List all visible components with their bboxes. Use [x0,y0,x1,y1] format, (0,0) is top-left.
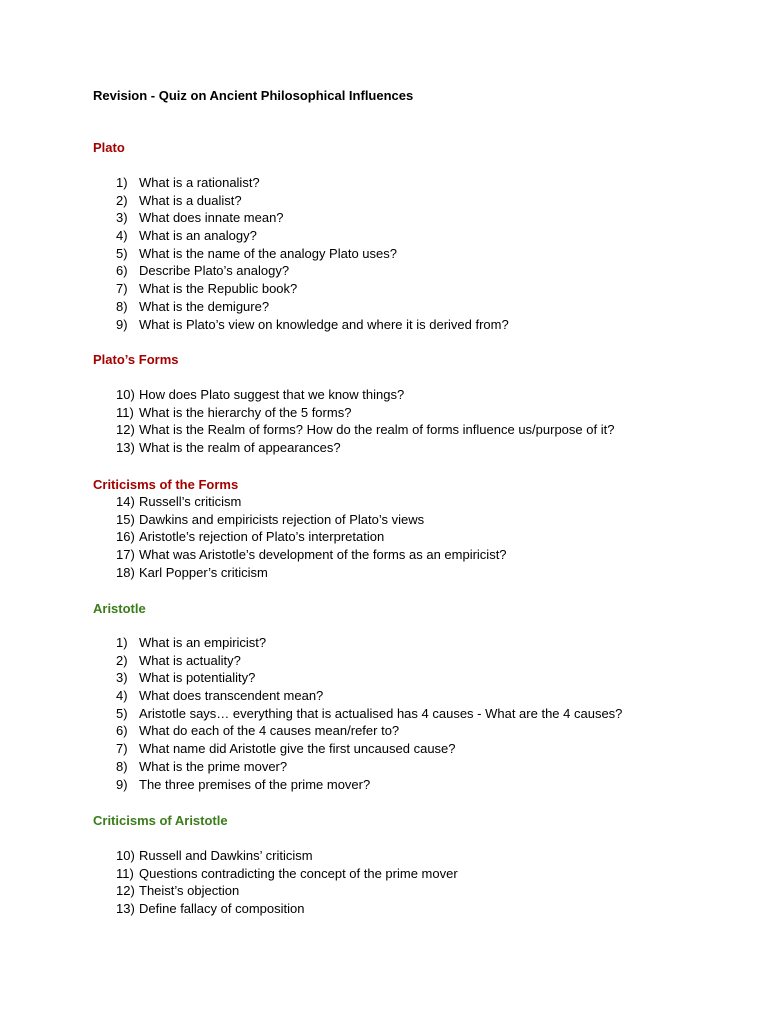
question-text: Theist’s objection [139,883,240,899]
question-number: 8) [116,758,128,774]
question-text: How does Plato suggest that we know things? [139,387,405,402]
question-text: What is Plato’s view on knowledge and where it is derived from? [139,316,509,332]
question-text: Questions contradicting the concept of the prime mover [139,865,458,881]
question-text: Dawkins and empiricists rejection of Plato’s views [139,511,425,527]
question-number: 16) [116,529,135,545]
question-text: Karl Popper’s criticism [139,564,268,580]
question-text: What is the prime mover? [139,758,288,774]
question-text: Describe Plato’s analogy? [139,263,290,279]
section-heading: Criticisms of the Forms [93,477,239,492]
question-number: 10) [116,387,135,402]
question-number: 18) [116,564,135,580]
question-text: What do each of the 4 causes mean/refer to? [139,723,400,739]
question-text: Aristotle says… everything that is actualised has 4 causes - What are the 4 causes? [139,705,623,721]
question-number: 1) [116,635,128,650]
question-text: What is the hierarchy of the 5 forms? [139,404,352,420]
question-text: Russell and Dawkins’ criticism [139,848,313,863]
question-number: 4) [116,688,128,704]
document-title: Revision - Quiz on Ancient Philosophical Influences [93,88,414,103]
question-text: Define fallacy of composition [139,901,305,917]
question-text: What does transcendent mean? [139,688,324,704]
question-number: 9) [116,776,128,792]
section-heading: Plato’s Forms [93,352,179,367]
question-text: What is a rationalist? [139,175,260,190]
question-text: What name did Aristotle give the first uncaused cause? [139,741,456,757]
question-number: 2) [116,652,128,668]
question-number: 12) [116,422,135,438]
question-number: 2) [116,192,128,208]
question-text: What is actuality? [139,652,241,668]
question-number: 15) [116,511,135,527]
question-number: 13) [116,901,135,917]
question-text: Russell’s criticism [139,494,242,509]
question-text: What was Aristotle’s development of the forms as an empiricist? [139,547,507,563]
question-text: Aristotle’s rejection of Plato’s interpretation [139,529,385,545]
question-number: 10) [116,848,135,863]
question-text: What is the demigure? [139,298,270,314]
question-number: 7) [116,281,128,297]
question-text: What is the realm of appearances? [139,440,341,456]
question-text: What does innate mean? [139,210,284,226]
question-number: 13) [116,440,135,456]
question-text: The three premises of the prime mover? [139,776,371,792]
question-number: 1) [116,175,128,190]
question-number: 9) [116,316,128,332]
question-number: 7) [116,741,128,757]
question-number: 17) [116,547,135,563]
question-text: What is the name of the analogy Plato uses? [139,245,397,261]
section-heading: Criticisms of Aristotle [93,813,228,828]
question-number: 14) [116,494,135,509]
question-text: What is an empiricist? [139,635,267,650]
question-number: 11) [116,865,134,881]
question-text: What is a dualist? [139,192,242,208]
question-text: What is potentiality? [139,670,256,686]
question-number: 12) [116,883,135,899]
section-heading: Aristotle [93,601,146,616]
question-number: 8) [116,298,128,314]
question-number: 3) [116,210,128,226]
question-text: What is the Realm of forms? How do the realm of forms influence us/purpose of it? [139,422,615,438]
question-number: 6) [116,723,128,739]
question-number: 4) [116,228,128,244]
question-text: What is an analogy? [139,228,257,244]
question-number: 5) [116,245,128,261]
question-number: 3) [116,670,128,686]
question-number: 5) [116,705,128,721]
question-text: What is the Republic book? [139,281,298,297]
question-number: 11) [116,404,134,420]
section-heading: Plato [93,140,125,155]
question-number: 6) [116,263,128,279]
